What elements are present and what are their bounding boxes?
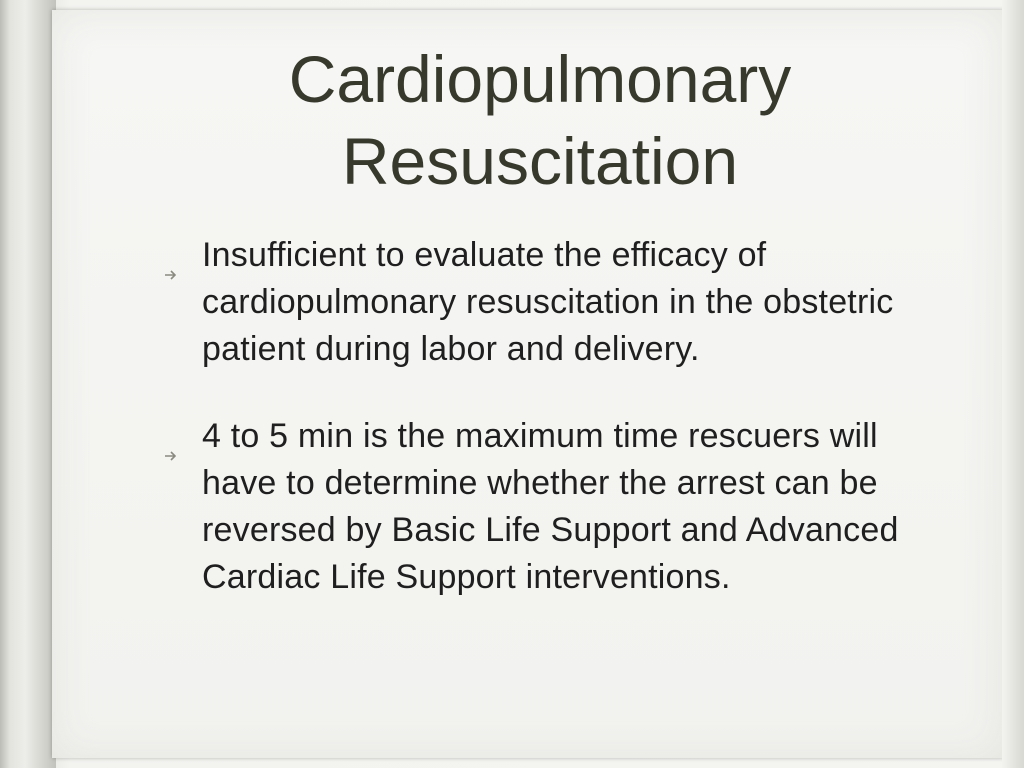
arrow-bullet-icon [164, 429, 178, 443]
bullet-list [160, 232, 940, 601]
bullet-text: 4 to 5 min is the maximum time rescuers will have to determine whether the arrest can be reversed by Basic Life Support and Advanced Cardiac Life Support interventions. [202, 417, 899, 596]
slide-title [140, 38, 940, 202]
bullet-text: Insufficient to evaluate the efficacy of cardiopulmonary resuscitation in the obstetric patient during labor and delivery. [202, 236, 894, 368]
arrow-bullet-icon [164, 248, 178, 262]
notebook-spine [0, 0, 56, 768]
title-line-2: Resuscitation [341, 124, 739, 198]
title-line-1: Cardiopulmonary [288, 42, 792, 116]
page-edge [1002, 0, 1024, 768]
bullet-item [160, 232, 940, 373]
bullet-item [160, 413, 940, 601]
